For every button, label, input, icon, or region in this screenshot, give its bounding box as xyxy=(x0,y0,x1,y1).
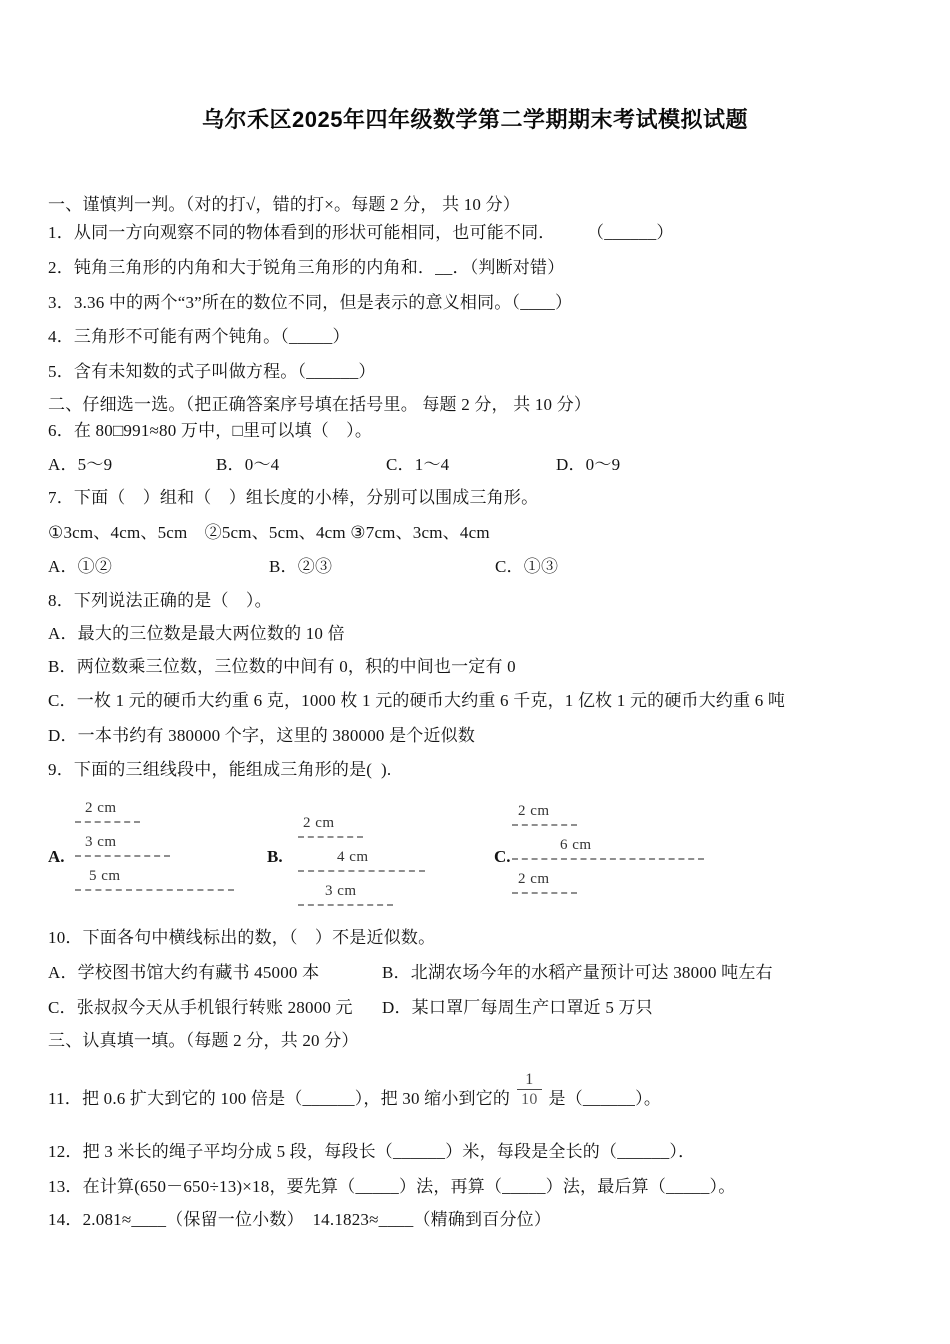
question-12: 12．把 3 米长的绳子平均分成 5 段，每段长（______）米，每段是全长的（______）． xyxy=(48,1142,696,1161)
question-1-text: 1．从同一方向观察不同的物体看到的形状可能相同，也可能不同． xyxy=(48,223,556,242)
question-10-options-row-2 xyxy=(48,997,926,1019)
segment-line xyxy=(75,889,234,891)
segment xyxy=(75,868,234,902)
fraction-numerator: 1 xyxy=(525,1071,534,1088)
question-10: 10．下面各句中横线标出的数，（ ）不是近似数。 xyxy=(48,928,436,947)
question-11-part-1: 11．把 0.6 扩大到它的 100 倍是（______），把 30 缩小到它的 xyxy=(48,1089,511,1108)
fraction-one-tenth xyxy=(517,1070,541,1110)
question-8: 8．下列说法正确的是（ ）。 xyxy=(48,591,272,610)
question-10-option-c: C．张叔叔今天从手机银行转账 28000 元 xyxy=(48,998,353,1017)
segment-length-label: 2 cm xyxy=(303,815,335,831)
question-8-option-b: B．两位数乘三位数，三位数的中间有 0，积的中间也一定有 0 xyxy=(48,657,516,676)
question-3: 3．3.36 中的两个“3”所在的数位不同，但是表示的意义相同。（____） xyxy=(48,293,573,312)
question-8-option-c: C．一枚 1 元的硬币大约重 6 克，1000 枚 1 元的硬币大约重 6 千克，1 亿枚 1 元的硬币大约重 6 吨 xyxy=(48,691,786,710)
page-title: 乌尔禾区2025年四年级数学第二学期期末考试模拟试题 xyxy=(202,107,748,132)
question-9: 9．下面的三组线段中，能组成三角形的是( ). xyxy=(48,760,392,779)
segment-length-label: 2 cm xyxy=(518,871,550,887)
question-6-option-c: C．1～4 xyxy=(386,455,450,474)
segment-line xyxy=(298,904,393,906)
segment-line xyxy=(512,824,577,826)
diagram-option-b-segments xyxy=(298,815,425,917)
question-7-option-b: B．②③ xyxy=(269,557,333,576)
question-10-option-b: B．北湖农场今年的水稻产量预计可达 38000 吨左右 xyxy=(382,963,773,982)
question-11-part-2: 是（______）。 xyxy=(548,1089,662,1108)
segment xyxy=(298,849,425,883)
segment-length-label: 3 cm xyxy=(325,883,357,899)
question-1-answer-blank: （______） xyxy=(595,223,674,242)
question-14: 14．2.081≈____（保留一位小数） 14.1823≈____（精确到百分位） xyxy=(48,1210,552,1229)
question-6-option-a: A．5～9 xyxy=(48,455,113,474)
diagram-option-c-segments xyxy=(512,803,704,905)
question-7-options xyxy=(48,556,926,578)
question-7: 7．下面（ ）组和（ ）组长度的小棒，分别可以围成三角形。 xyxy=(48,488,539,507)
segment-length-label: 2 cm xyxy=(518,803,550,819)
segment-length-label: 5 cm xyxy=(89,868,121,884)
diagram-option-a-segments xyxy=(75,800,234,902)
question-6-option-d: D．0～9 xyxy=(556,455,621,474)
question-8-option-d: D．一本书约有 380000 个字，这里的 380000 是个近似数 xyxy=(48,726,476,745)
segment-length-label: 2 cm xyxy=(85,800,117,816)
segment xyxy=(75,800,234,834)
question-8-option-a: A．最大的三位数是最大两位数的 10 倍 xyxy=(48,624,345,643)
diagram-option-a-label: A. xyxy=(48,847,65,866)
segment xyxy=(298,883,425,917)
question-7-stick-groups: ①3cm、4cm、5cm ②5cm、5cm、4cm ③7cm、3cm、4cm xyxy=(48,523,490,542)
question-9-diagram xyxy=(48,795,918,935)
question-6: 6．在 80□991≈80 万中，□里可以填（ ）。 xyxy=(48,421,373,440)
question-4: 4．三角形不可能有两个钝角。（_____） xyxy=(48,327,350,346)
segment-line xyxy=(512,892,577,894)
question-11 xyxy=(48,1058,926,1110)
question-7-option-a: A．①② xyxy=(48,557,113,576)
segment-line xyxy=(298,870,425,872)
segment-line xyxy=(75,821,140,823)
segment xyxy=(512,871,704,905)
question-6-option-b: B．0～4 xyxy=(216,455,280,474)
segment xyxy=(75,834,234,868)
question-7-option-c: C．①③ xyxy=(495,557,559,576)
segment-line xyxy=(298,836,363,838)
segment xyxy=(512,803,704,837)
segment xyxy=(512,837,704,871)
question-6-options xyxy=(48,454,926,476)
section-1-header: 一、谨慎判一判。（对的打√，错的打×。每题 2 分， 共 10 分） xyxy=(48,195,520,214)
question-10-option-a: A．学校图书馆大约有藏书 45000 本 xyxy=(48,963,320,982)
section-3-header: 三、认真填一填。（每题 2 分，共 20 分） xyxy=(48,1031,359,1050)
question-10-options-row-1 xyxy=(48,962,926,984)
fraction-denominator: 10 xyxy=(517,1089,541,1110)
segment xyxy=(298,815,425,849)
segment-length-label: 6 cm xyxy=(560,837,592,853)
segment-line xyxy=(75,855,170,857)
question-13: 13．在计算(650－650÷13)×18，要先算（_____）法，再算（_____）法，最后算（_____）。 xyxy=(48,1177,736,1196)
diagram-option-c-label: C. xyxy=(494,847,511,866)
question-5: 5．含有未知数的式子叫做方程。（______） xyxy=(48,362,376,381)
segment-line xyxy=(512,858,704,860)
diagram-option-b-label: B. xyxy=(267,847,283,866)
segment-length-label: 3 cm xyxy=(85,834,117,850)
section-2-header: 二、仔细选一选。（把正确答案序号填在括号里。 每题 2 分， 共 10 分） xyxy=(48,395,592,414)
question-1 xyxy=(48,222,926,244)
segment-length-label: 4 cm xyxy=(337,849,369,865)
question-10-option-d: D．某口罩厂每周生产口罩近 5 万只 xyxy=(382,998,653,1017)
question-2: 2．钝角三角形的内角和大于锐角三角形的内角和．__．（判断对错） xyxy=(48,258,565,277)
